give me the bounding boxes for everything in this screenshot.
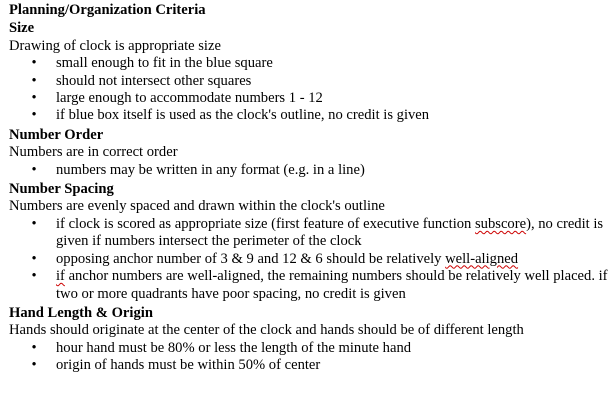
section-intro-hand-length-origin: Hands should originate at the center of the clock and hands should be of different length: [9, 322, 524, 339]
bullet-list-number-spacing: [9, 216, 609, 303]
list-item: [29, 162, 609, 179]
list-item-text: numbers may be written in any format (e.g. in a line): [56, 161, 365, 178]
list-item: [29, 90, 609, 107]
section-heading-hand-length-origin: Hand Length & Origin: [9, 304, 153, 321]
list-item-text-part: anchor numbers are well-aligned, the remaining numbers should be relatively well placed. if two or more quadrants have poor spacing, no credit is given: [56, 268, 608, 302]
section-heading-number-spacing: Number Spacing: [9, 181, 114, 198]
bullet-list-number-order: [9, 162, 609, 179]
list-item: [29, 357, 609, 374]
spellcheck-flagged-word: if: [56, 268, 65, 285]
list-item-text-part: ), no credit is given if numbers intersect the perimeter of the clock: [56, 215, 604, 250]
spellcheck-flagged-word: subscore: [475, 215, 527, 232]
section-intro-number-spacing: Numbers are evenly spaced and drawn within the clock's outline: [9, 198, 385, 215]
list-item-text: if blue box itself is used as the clock's outline, no credit is given: [56, 107, 430, 124]
bullet-icon: •: [31, 268, 37, 285]
list-item-text: should not intersect other squares: [56, 72, 252, 89]
list-item: [29, 340, 609, 357]
section-intro-size: Drawing of clock is appropriate size: [9, 37, 221, 54]
bullet-icon: •: [31, 161, 37, 178]
section-heading-size: Size: [9, 20, 35, 37]
list-item: [29, 55, 609, 72]
section-heading-number-order: Number Order: [9, 126, 104, 143]
list-item-text-part: opposing anchor number of 3 & 9 and 12 & 6 should be relatively: [56, 250, 446, 267]
bullet-list-hand-length-origin: [9, 340, 609, 375]
bullet-icon: •: [31, 90, 37, 107]
bullet-icon: •: [31, 339, 37, 356]
list-item: [29, 216, 609, 251]
list-item-text: small enough to fit in the blue square: [56, 55, 273, 72]
document-title: Planning/Organization Criteria: [9, 2, 206, 18]
list-item: [29, 73, 609, 90]
bullet-icon: •: [31, 55, 37, 72]
list-item-text: large enough to accommodate numbers 1 - 12: [56, 90, 323, 107]
bullet-icon: •: [31, 357, 37, 374]
list-item: [29, 251, 609, 268]
list-item-text: origin of hands must be within 50% of center: [56, 357, 321, 374]
list-item: [29, 107, 609, 124]
list-item-text-part: if clock is scored as appropriate size (first feature of executive function: [56, 215, 475, 232]
bullet-icon: •: [31, 72, 37, 89]
spellcheck-flagged-word: well-aligned: [445, 250, 519, 267]
bullet-icon: •: [31, 215, 37, 232]
list-item: [29, 268, 609, 303]
section-intro-number-order: Numbers are in correct order: [9, 144, 178, 161]
bullet-list-size: [9, 55, 609, 125]
list-item-text: hour hand must be 80% or less the length of the minute hand: [56, 339, 412, 356]
bullet-icon: •: [31, 107, 37, 124]
bullet-icon: •: [31, 250, 37, 267]
